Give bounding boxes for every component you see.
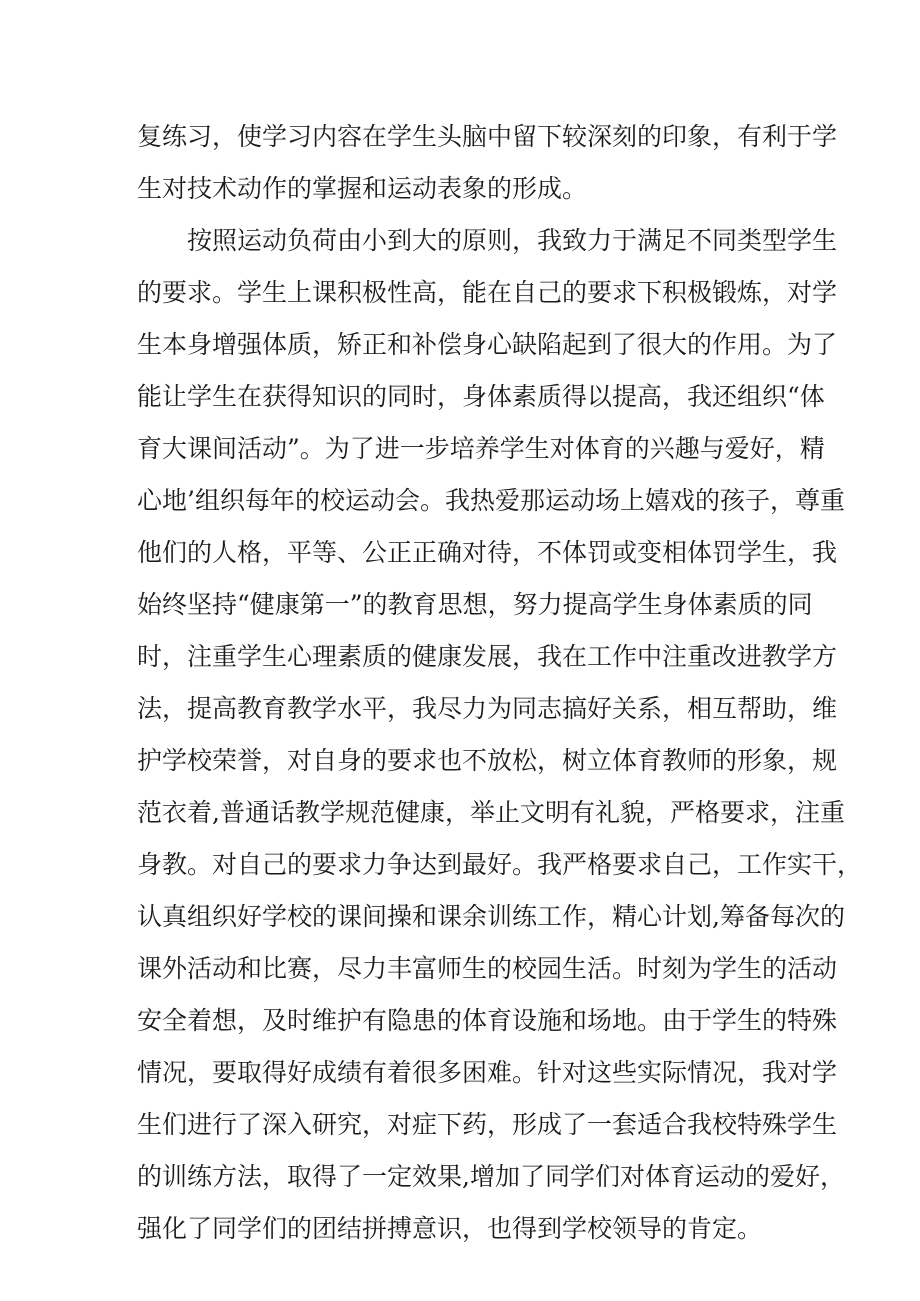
text-line: 安全着想，及时维护有隐患的体育设施和场地。由于学生的特殊 (137, 1006, 838, 1035)
text-line: 的要求。学生上课积极性高，能在自己的要求下积极锻炼，对学 (137, 278, 838, 307)
text-line: 的训练方法，取得了一定效果,增加了同学们对体育运动的爱好， (137, 1162, 845, 1191)
text-line: 身教。对自己的要求力争达到最好。我严格要求自己，工作实干， (137, 850, 863, 879)
text-line: 复练习，使学习内容在学生头脑中留下较深刻的印象，有利于学 (137, 122, 838, 151)
text-line: 课外活动和比赛，尽力丰富师生的校园生活。时刻为学生的活动 (137, 954, 838, 983)
text-line: 育大课间活动”。为了进一步培养学生对体育的兴趣与爱好，精 (137, 434, 825, 463)
text-line: 始终坚持“健康第一”的教育思想，努力提高学生身体素质的同 (137, 590, 813, 619)
text-line: 范衣着,普通话教学规范健康，举止文明有礼貌，严格要求，注重 (137, 798, 845, 827)
text-line: 强化了同学们的团结拼搏意识，也得到学校领导的肯定。 (137, 1214, 763, 1243)
paragraph-2 (137, 215, 863, 1255)
text-line: 他们的人格，平等、公正正确对待，不体罚或变相体罚学生，我 (137, 538, 838, 567)
text-line: 认真组织好学校的课间操和课余训练工作，精心计划,筹备每次的 (137, 902, 845, 931)
text-line: 生本身增强体质，矫正和补偿身心缺陷起到了很大的作用。为了 (137, 330, 838, 359)
text-line: 时，注重学生心理素质的健康发展，我在工作中注重改进教学方 (137, 642, 838, 671)
text-line: 护学校荣誉，对自身的要求也不放松，树立体育教师的形象，规 (137, 746, 838, 775)
text-line: 生对技术动作的掌握和运动表象的形成。 (137, 174, 588, 203)
text-line: 心地’组织每年的校运动会。我热爱那运动场上嬉戏的孩子，尊重 (137, 486, 845, 515)
text-line: 按照运动负荷由小到大的原则，我致力于满足不同类型学生 (187, 226, 838, 255)
text-line: 情况，要取得好成绩有着很多困难。针对这些实际情况，我对学 (137, 1058, 838, 1087)
text-line: 能让学生在获得知识的同时，身体素质得以提高，我还组织“体 (137, 382, 825, 411)
text-line: 法，提高教育教学水平，我尽力为同志搞好关系，相互帮助，维 (137, 694, 838, 723)
paragraph-1 (137, 111, 838, 215)
text-line: 生们进行了深入研究，对症下药，形成了一套适合我校特殊学生 (137, 1110, 838, 1139)
